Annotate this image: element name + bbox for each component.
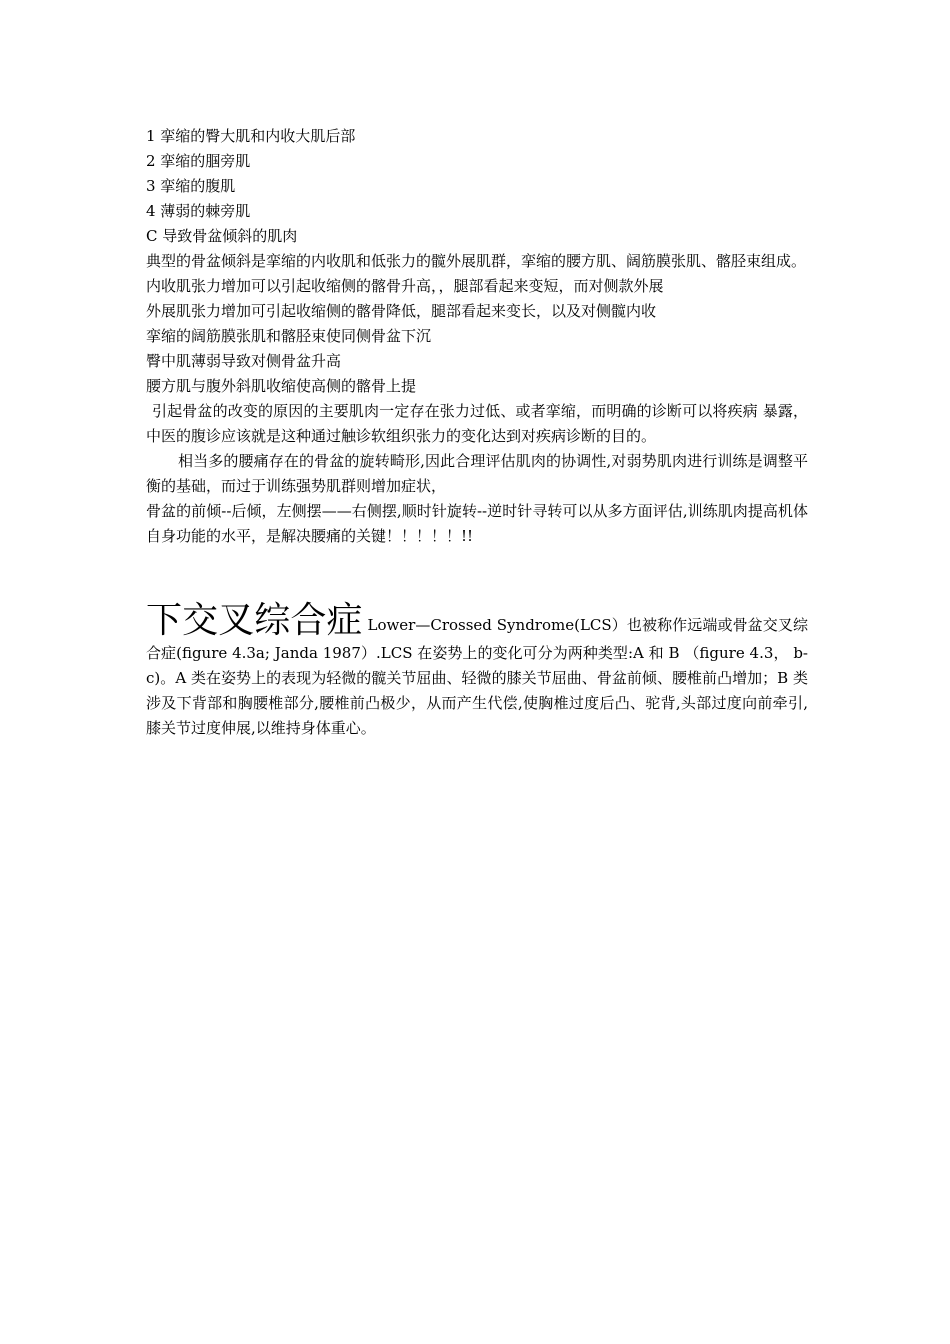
line-quadratus-lumborum: 腰方肌与腹外斜肌收缩使高侧的髂骨上提 xyxy=(146,377,417,395)
list-item: 2 挛缩的腘旁肌 xyxy=(146,152,251,170)
lcs-title: 下交叉综合症 xyxy=(146,600,363,641)
paragraph-causes: 引起骨盆的改变的原因的主要肌肉一定存在张力过低、或者挛缩，而明确的诊断可以将疾病 暴露，中医的腹诊应该就是这种通过触诊软组织张力的变化达到对疾病诊断的目的。 xyxy=(146,402,808,445)
list-item: 1 挛缩的臀大肌和内收大肌后部 xyxy=(146,127,356,145)
spacer xyxy=(146,549,808,601)
line-adductor: 内收肌张力增加可以引起收缩侧的髂骨升高，，腿部看起来变短，而对侧款外展 xyxy=(146,277,664,295)
lcs-paragraph xyxy=(146,601,808,741)
list-item: 4 薄弱的棘旁肌 xyxy=(146,202,251,220)
paragraph-pelvic-tilt: 骨盆的前倾--后倾，左侧摆——右侧摆,顺时针旋转--逆时针寻转可以从多方面评估,训练肌肉提高机体自身功能的水平，是解决腰痛的关键！！！！！!! xyxy=(146,502,808,545)
line-glute-med: 臀中肌薄弱导致对侧骨盆升高 xyxy=(146,352,342,370)
paragraph-back-pain: 相当多的腰痛存在的骨盆的旋转畸形,因此合理评估肌肉的协调性,对弱势肌肉进行训练是调整平衡的基础，而过于训练强势肌群则增加症状， xyxy=(146,452,808,495)
line-abductor: 外展肌张力增加可引起收缩侧的髂骨降低，腿部看起来变长，以及对侧髋内收 xyxy=(146,302,657,320)
section-c-title: C 导致骨盆倾斜的肌肉 xyxy=(146,227,298,245)
list-item: 3 挛缩的腹肌 xyxy=(146,177,236,195)
lcs-body: Lower—Crossed Syndrome(LCS）也被称作远端或骨盆交叉综合症(figure 4.3a; Janda 1987）.LCS 在姿势上的变化可分为两种类型:A 和 B （figure 4.3， b-c)。A 类在姿势上的表现为轻微的髋关节屈曲、轻微的膝关节屈曲、骨盆前倾、腰椎前凸增加；B 类涉及下背部和胸腰椎部分,腰椎前凸极少，从而产生代偿,使胸椎过度后凸、驼背,头部过度向前牵引,膝关节过度伸展,以维持身体重心。 xyxy=(146,616,808,737)
document-body xyxy=(146,124,808,741)
line-tfl: 挛缩的阔筋膜张肌和髂胫束使同侧骨盆下沉 xyxy=(146,327,432,345)
paragraph-typical-tilt: 典型的骨盆倾斜是挛缩的内收肌和低张力的髋外展肌群，挛缩的腰方肌、阔筋膜张肌、髂胫束组成。 xyxy=(146,252,807,270)
